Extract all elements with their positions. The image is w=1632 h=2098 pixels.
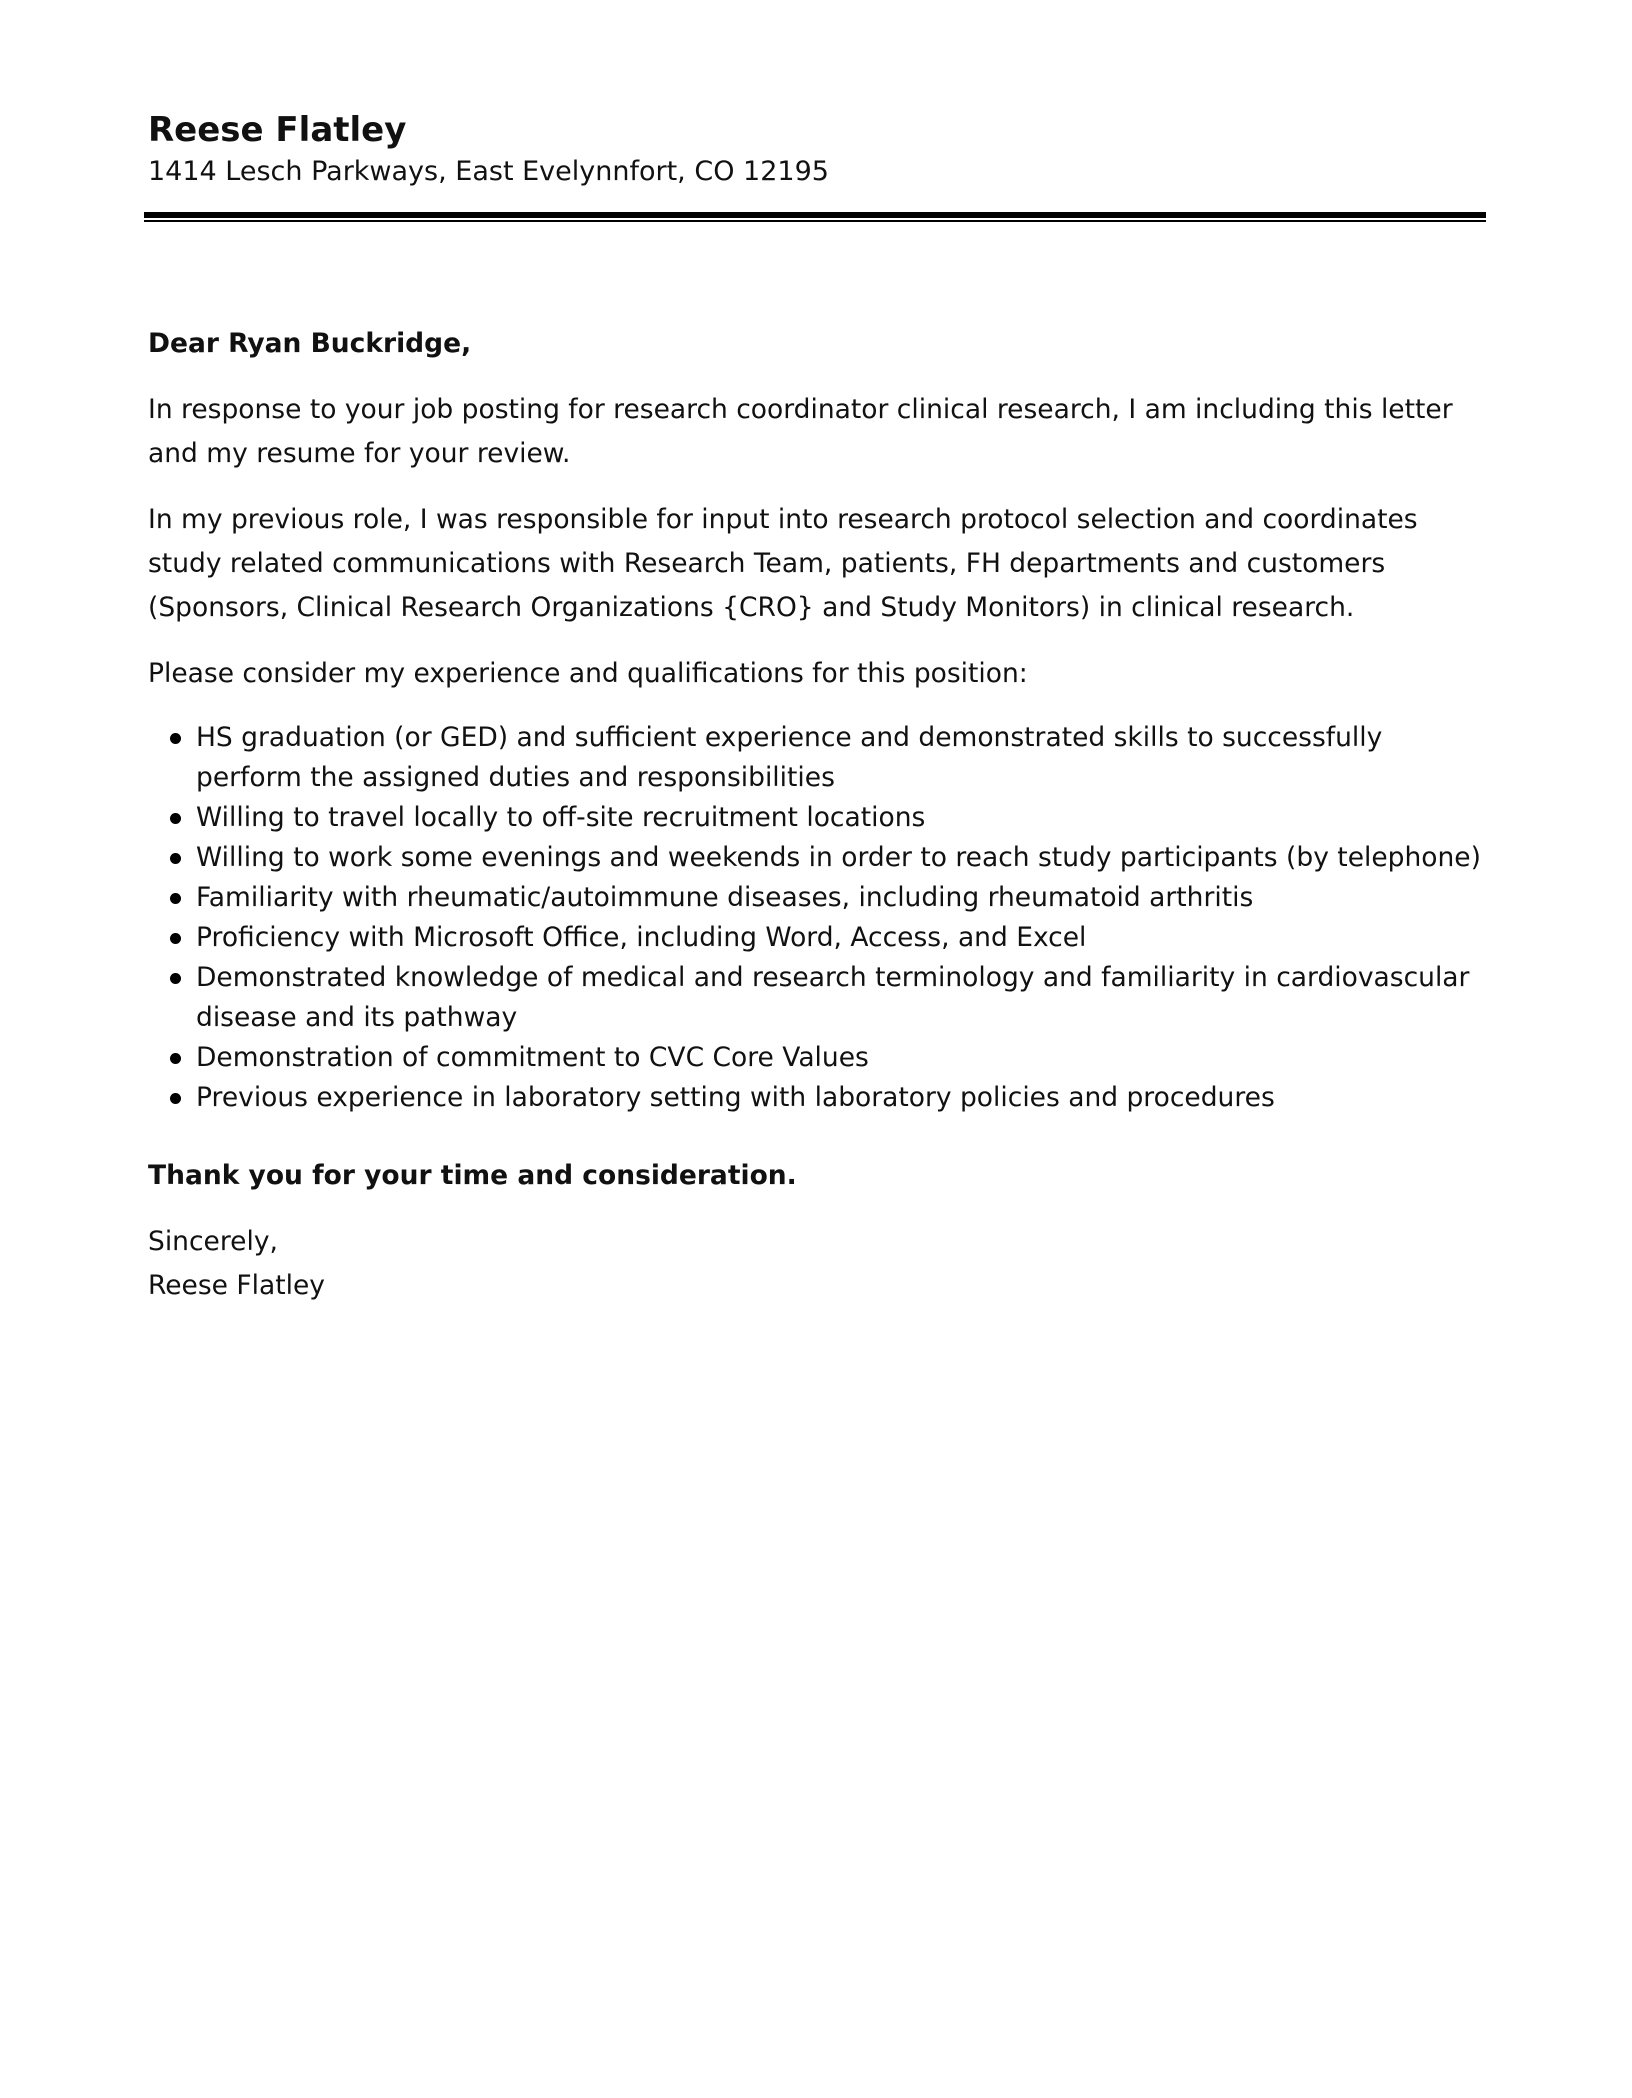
list-item (148, 1078, 1484, 1118)
sender-name: Reese Flatley (148, 110, 407, 150)
bullet-icon (170, 973, 181, 984)
qualifications-list (148, 718, 1484, 1118)
list-item (148, 838, 1484, 878)
bullet-icon (170, 733, 181, 744)
letter-body (148, 322, 1484, 1308)
salutation: Dear Ryan Buckridge, (148, 328, 472, 359)
bullet-icon (170, 1053, 181, 1064)
list-item (148, 918, 1484, 958)
divider-thick-line (144, 212, 1486, 218)
bullet-icon (170, 1093, 181, 1104)
list-item (148, 958, 1484, 1038)
list-item-text: HS graduation (or GED) and sufficient experience and demonstrated skills to successfully perform the assigned duties and responsibilities (196, 722, 1383, 793)
bullet-icon (170, 853, 181, 864)
previous-role-paragraph: In my previous role, I was responsible for input into research protocol selection and coordinates study related communications with Research Team, patients, FH departments and customers (Sponsors, Clinical Research Organizations {CRO} and Study Monitors) in clinical research. (148, 504, 1418, 623)
header-divider (144, 212, 1486, 223)
list-item (148, 878, 1484, 918)
sender-address: 1414 Lesch Parkways, East Evelynnfort, CO 12195 (148, 156, 829, 187)
list-item (148, 798, 1484, 838)
bullet-icon (170, 813, 181, 824)
list-item (148, 718, 1484, 798)
list-item-text: Willing to work some evenings and weekends in order to reach study participants (by telephone) (196, 842, 1481, 873)
list-item-text: Willing to travel locally to off-site recruitment locations (196, 802, 926, 833)
list-item-text: Previous experience in laboratory setting with laboratory policies and procedures (196, 1082, 1275, 1113)
intro-paragraph: In response to your job posting for research coordinator clinical research, I am including this letter and my resume for your review. (148, 394, 1453, 469)
list-item-text: Demonstration of commitment to CVC Core Values (196, 1042, 869, 1073)
divider-thin-line (144, 220, 1486, 222)
list-item-text: Demonstrated knowledge of medical and research terminology and familiarity in cardiovascular disease and its pathway (196, 962, 1470, 1033)
list-item-text: Familiarity with rheumatic/autoimmune diseases, including rheumatoid arthritis (196, 882, 1254, 913)
signature: Reese Flatley (148, 1270, 325, 1301)
list-item (148, 1038, 1484, 1078)
qualifications-intro: Please consider my experience and qualifications for this position: (148, 658, 1028, 689)
bullet-icon (170, 893, 181, 904)
thanks-line: Thank you for your time and consideration. (148, 1160, 797, 1191)
bullet-icon (170, 933, 181, 944)
list-item-text: Proficiency with Microsoft Office, including Word, Access, and Excel (196, 922, 1087, 953)
closing: Sincerely, (148, 1226, 278, 1257)
letter-header (148, 108, 1484, 190)
